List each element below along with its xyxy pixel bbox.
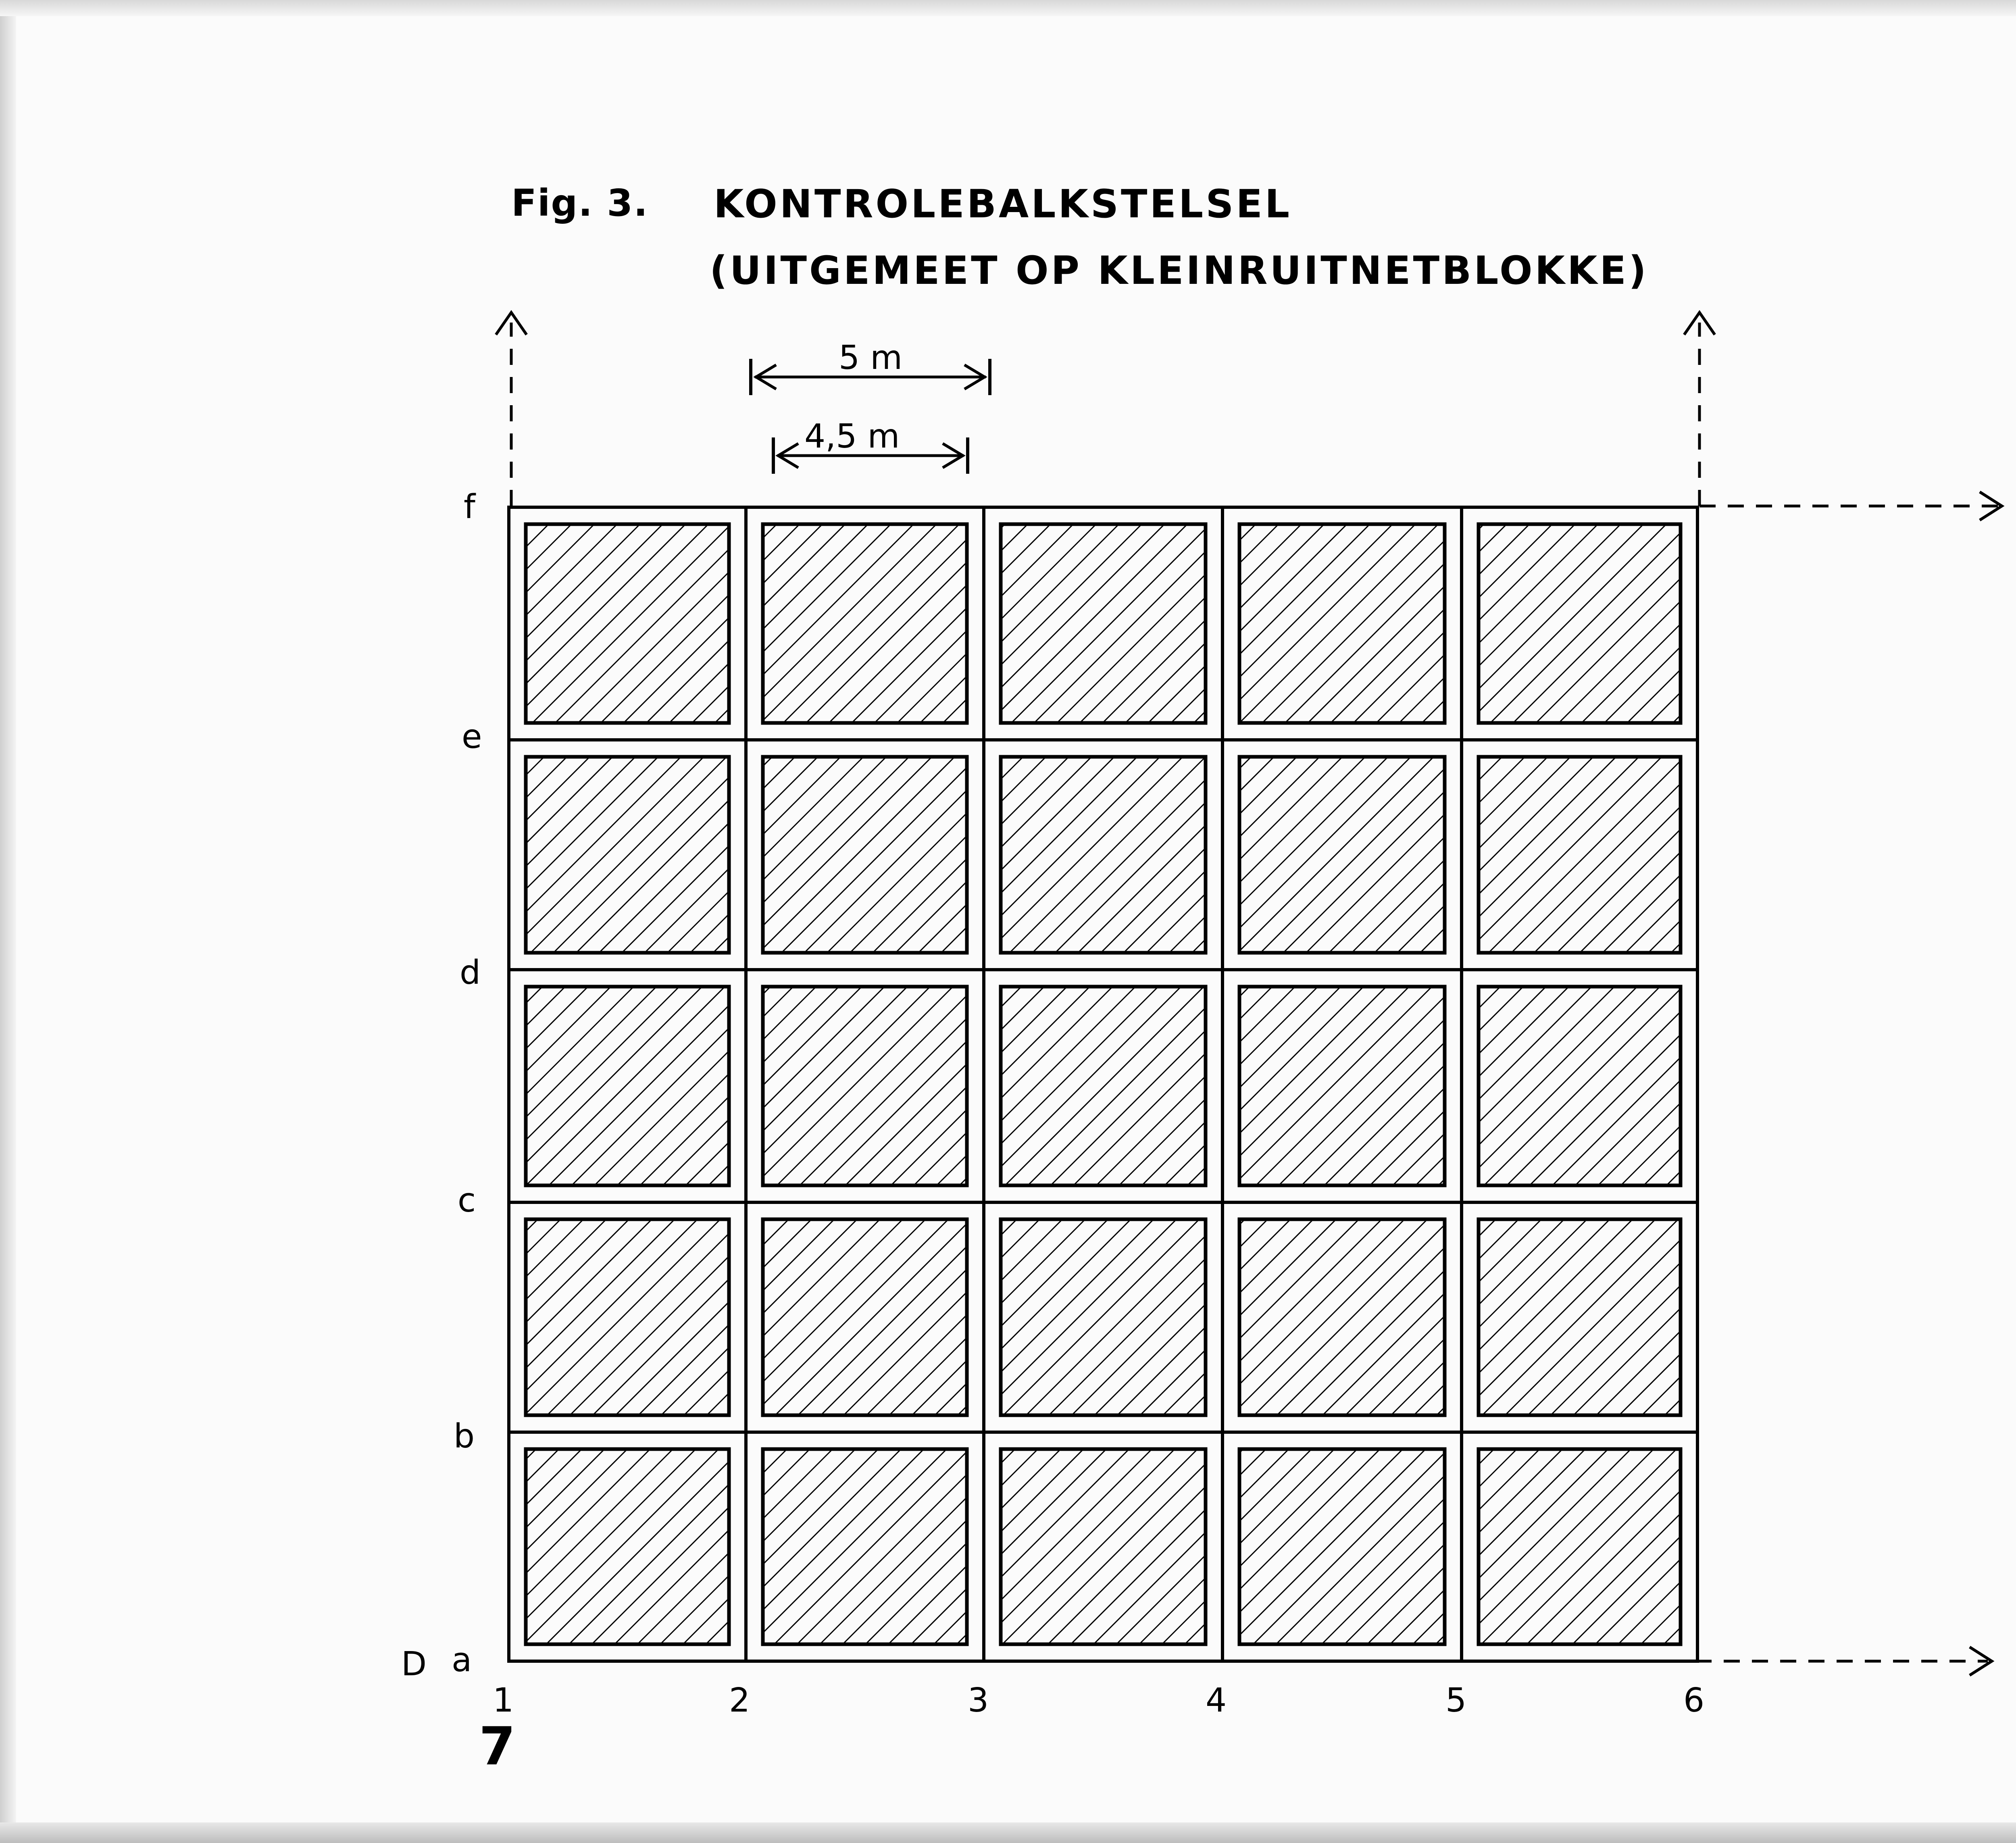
hatched-block-e-3: [1001, 757, 1206, 953]
page-number: 7: [479, 1716, 516, 1777]
hatched-block-d-2: [763, 987, 967, 1185]
dimension-5m: [751, 339, 990, 395]
hatched-block-b-3: [1001, 1449, 1206, 1644]
axis-arrow-right-bottom: [1695, 1647, 1992, 1675]
hatched-block-c-1: [526, 1219, 729, 1415]
hatched-block-c-5: [1479, 1219, 1681, 1415]
hatched-block-e-4: [1239, 757, 1445, 953]
hatched-block-b-5: [1479, 1449, 1681, 1644]
hatched-block-d-4: [1239, 987, 1445, 1185]
hatched-block-f-3: [1001, 524, 1206, 723]
row-label-e: e: [462, 718, 482, 756]
hatched-block-b-1: [526, 1449, 729, 1644]
figure-subtitle: (UITGEMEET OP KLEINRUITNETBLOKKE): [710, 248, 1649, 293]
column-label-5: 5: [1445, 1681, 1467, 1720]
column-label-1: 1: [493, 1681, 514, 1720]
axis-arrow-right-top: [1699, 492, 2002, 520]
hatched-block-e-5: [1479, 757, 1681, 953]
hatched-block-c-4: [1239, 1219, 1445, 1415]
dimension-4-5m: [773, 417, 968, 474]
row-label-c: c: [458, 1181, 476, 1220]
row-label-f: f: [464, 488, 475, 526]
hatched-block-b-4: [1239, 1449, 1445, 1644]
row-label-d: d: [460, 954, 481, 992]
dimension-5m-label: 5 m: [839, 339, 903, 377]
column-label-4: 4: [1206, 1681, 1227, 1720]
axis-arrow-up-left: [496, 312, 527, 506]
hatched-block-f-5: [1479, 524, 1681, 723]
hatched-block-f-1: [526, 524, 729, 723]
row-label-a: a: [452, 1641, 472, 1679]
column-label-6: 6: [1683, 1681, 1705, 1720]
column-label-2: 2: [729, 1681, 750, 1720]
hatched-block-d-5: [1479, 987, 1681, 1185]
hatched-block-c-2: [763, 1219, 967, 1415]
hatched-block-d-3: [1001, 987, 1206, 1185]
hatched-block-f-4: [1239, 524, 1445, 723]
figure-number: Fig. 3.: [511, 181, 649, 225]
dimension-4-5m-label: 4,5 m: [804, 417, 900, 456]
hatched-block-e-2: [763, 757, 967, 953]
figure-title: KONTROLEBALKSTELSEL: [714, 181, 1292, 227]
column-label-3: 3: [968, 1681, 989, 1720]
hatched-block-e-1: [526, 757, 729, 953]
grid-layer: [509, 507, 1697, 1661]
hatched-block-d-1: [526, 987, 729, 1185]
hatched-block-c-3: [1001, 1219, 1206, 1415]
row-label-b: b: [454, 1417, 475, 1456]
hatched-block-f-2: [763, 524, 967, 723]
axis-arrow-up-right: [1684, 312, 1715, 506]
corner-label-d: D: [401, 1645, 427, 1683]
hatched-block-b-2: [763, 1449, 967, 1644]
